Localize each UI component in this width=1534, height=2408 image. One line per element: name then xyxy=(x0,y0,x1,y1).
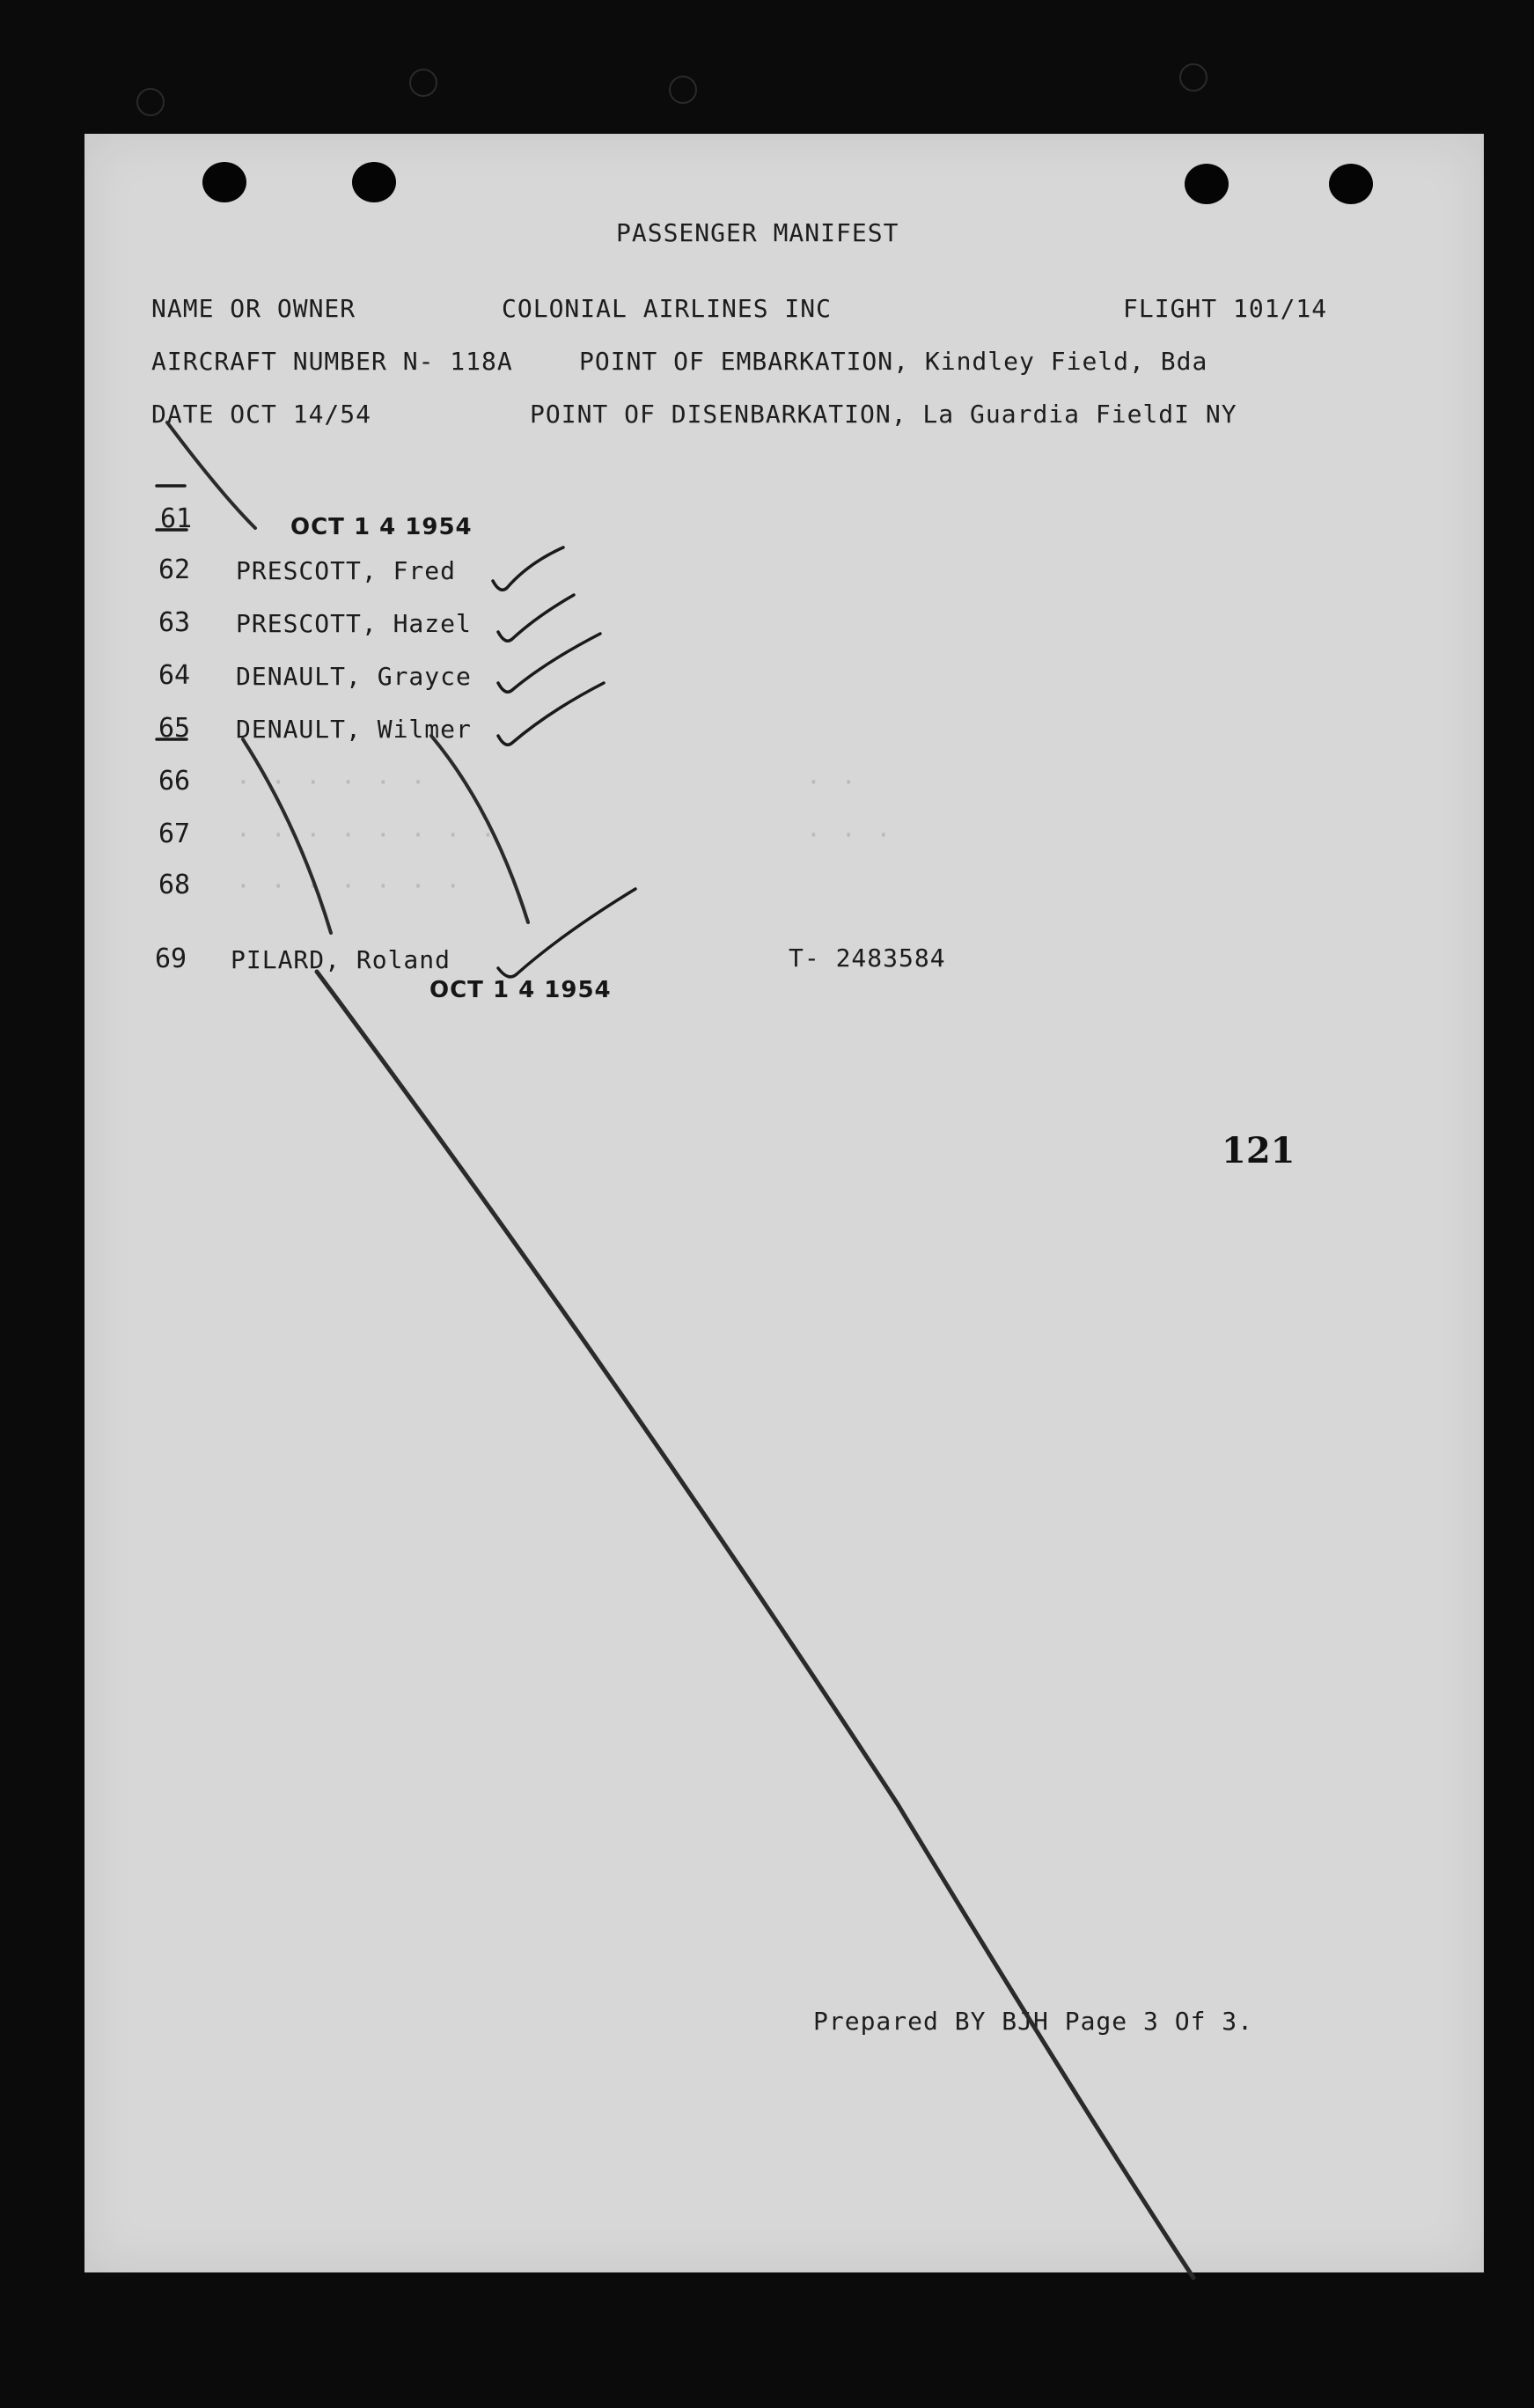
manifest-date: DATE OCT 14/54 xyxy=(151,400,372,429)
redacted-entry: · · · · · · · xyxy=(236,871,464,900)
owner-value: COLONIAL AIRLINES INC xyxy=(502,294,833,323)
point-of-embarkation: POINT OF EMBARKATION, Kindley Field, Bda xyxy=(579,347,1208,376)
redacted-entry: · · xyxy=(806,767,859,797)
prepared-by-footer: Prepared BY BJH Page 3 Of 3. xyxy=(813,2007,1254,2036)
check-mark xyxy=(498,889,635,977)
passenger-name: PILARD, Roland xyxy=(231,945,451,974)
passenger-note: T- 2483584 xyxy=(789,943,946,973)
row-number: 65 xyxy=(158,713,191,744)
passenger-name: DENAULT, Wilmer xyxy=(236,715,472,744)
strike-mark xyxy=(431,736,528,922)
point-of-disembarkation: POINT OF DISENBARKATION, La Guardia FieldI NY xyxy=(530,400,1237,429)
row-number: 68 xyxy=(158,870,191,900)
aircraft-number: AIRCRAFT NUMBER N- 118A xyxy=(151,347,513,376)
owner-label: NAME OR OWNER xyxy=(151,294,356,323)
row-number: 67 xyxy=(158,819,191,849)
cancellation-line xyxy=(317,972,1193,2278)
passenger-name: PRESCOTT, Fred xyxy=(236,556,457,585)
check-mark xyxy=(498,595,574,641)
page-number: 121 xyxy=(1222,1130,1295,1171)
strike-mark xyxy=(243,739,331,933)
date-stamp: OCT 1 4 1954 xyxy=(290,514,473,540)
passenger-name: DENAULT, Grayce xyxy=(236,662,472,691)
row-number: 64 xyxy=(158,660,191,691)
check-mark xyxy=(498,634,600,692)
row-number: 66 xyxy=(158,766,191,797)
row-number: 69 xyxy=(155,943,187,974)
row-number: 61 xyxy=(160,503,193,534)
check-mark xyxy=(498,683,604,745)
strike-mark xyxy=(167,422,255,528)
date-stamp: OCT 1 4 1954 xyxy=(429,977,612,1003)
check-mark xyxy=(493,547,563,590)
row-number: 63 xyxy=(158,607,191,638)
redacted-entry: · · · · · · · · xyxy=(236,820,498,849)
passenger-name: PRESCOTT, Hazel xyxy=(236,609,472,638)
row-number: 62 xyxy=(158,554,191,585)
redacted-entry: · · · · · · xyxy=(236,767,429,797)
redacted-entry: · · · xyxy=(806,820,894,849)
manifest-title: PASSENGER MANIFEST xyxy=(616,218,899,247)
flight-number: FLIGHT 101/14 xyxy=(1123,294,1328,323)
